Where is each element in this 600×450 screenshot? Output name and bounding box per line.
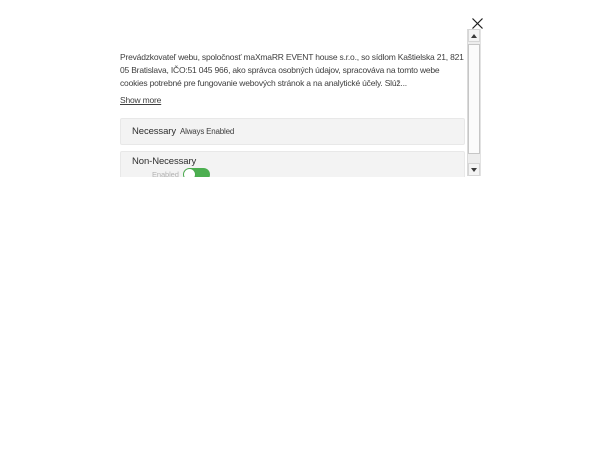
scroll-up-icon — [471, 34, 477, 38]
scrollbar-track[interactable] — [468, 42, 480, 163]
cookie-description: Prevádzkovateľ webu, spoločnosť maXmaRR EVENT house s.r.o., so sídlom Kaštielska 21, 821 05 Bratislava, IČO:51 045 966, ako správca osobných údajov, spracováva na tomto webe cookies potrebné pre fungovanie webových stránok a na analytické účely. Slúž... — [120, 52, 464, 88]
toggle-knob-icon — [184, 169, 195, 177]
scroll-up-button[interactable] — [468, 29, 480, 42]
section-necessary[interactable] — [120, 118, 465, 145]
section-title: Necessary — [132, 126, 176, 137]
non-necessary-toggle[interactable] — [183, 168, 210, 177]
scrollbar[interactable] — [467, 29, 481, 176]
toggle-row — [152, 168, 464, 177]
dialog-content — [115, 14, 467, 177]
section-title: Non-Necessary — [132, 156, 197, 167]
scroll-down-icon — [471, 168, 477, 172]
section-status: Always Enabled — [179, 127, 235, 136]
scrollbar-thumb[interactable] — [468, 44, 480, 154]
toggle-status-label: Enabled — [152, 170, 179, 177]
section-non-necessary[interactable] — [120, 151, 465, 177]
show-more-link[interactable]: Show more — [120, 95, 162, 105]
scroll-down-button[interactable] — [468, 163, 480, 176]
cookie-consent-dialog — [115, 14, 484, 178]
